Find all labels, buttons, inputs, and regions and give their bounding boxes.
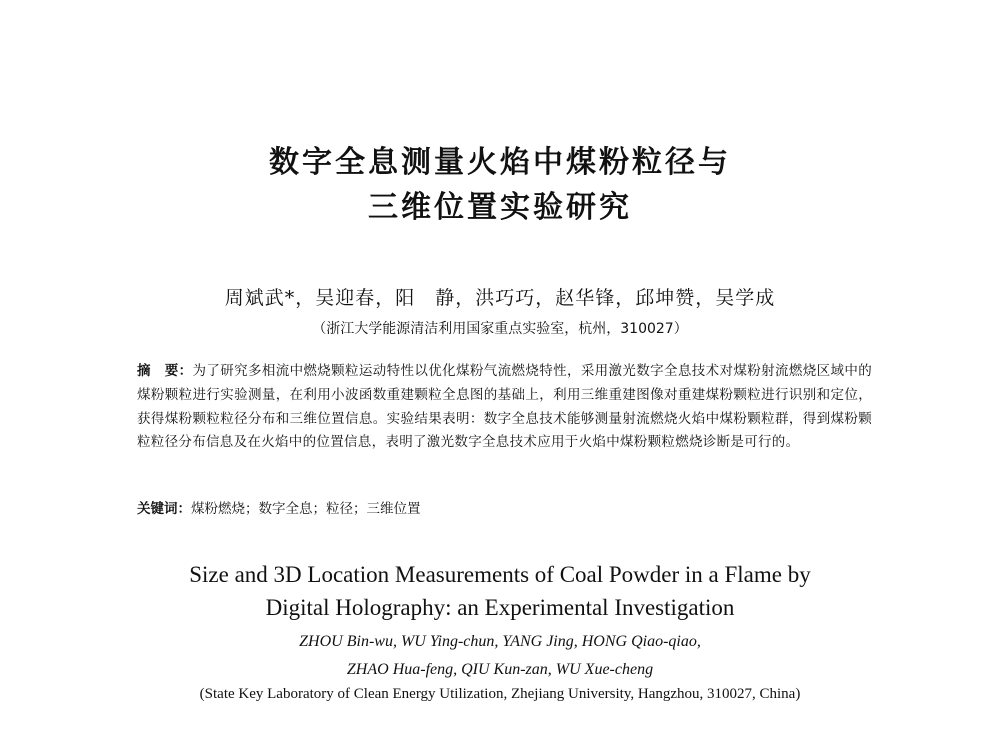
english-authors-line-2: ZHAO Hua-feng, QIU Kun-zan, WU Xue-cheng — [346, 661, 654, 678]
keywords-label: 关键词： — [137, 501, 191, 517]
english-title-line-1: Size and 3D Location Measurements of Coal Powder in a Flame by — [189, 562, 811, 587]
chinese-affiliation: （浙江大学能源清洁利用国家重点实验室，杭州，310027） — [312, 321, 688, 337]
english-title-line-2: Digital Holography: an Experimental Investigation — [265, 595, 735, 620]
english-affiliation: (State Key Laboratory of Clean Energy Utilization, Zhejiang University, Hangzhou, 310027, China) — [199, 686, 801, 702]
chinese-title-line-1: 数字全息测量火焰中煤粉粒径与 — [269, 145, 731, 180]
chinese-abstract — [137, 360, 872, 455]
abstract-label: 摘 要： — [137, 363, 193, 379]
keywords-text: 煤粉燃烧；数字全息；粒径；三维位置 — [191, 501, 421, 517]
chinese-authors: 周斌武*，吴迎春，阳 静，洪巧巧，赵华锋，邱坤赞，吴学成 — [224, 287, 776, 309]
cut-off-text-fragment — [190, 738, 920, 752]
chinese-title — [0, 140, 1000, 230]
english-authors — [0, 628, 1000, 684]
chinese-title-line-2: 三维位置实验研究 — [368, 190, 632, 225]
english-authors-line-1: ZHOU Bin-wu, WU Ying-chun, YANG Jing, HONG Qiao-qiao, — [299, 633, 701, 650]
chinese-keywords — [137, 497, 872, 521]
english-title — [0, 558, 1000, 624]
abstract-text: 为了研究多相流中燃烧颗粒运动特性以优化煤粉气流燃烧特性，采用激光数字全息技术对煤粉射流燃烧区域中的煤粉颗粒进行实验测量，在利用小波函数重建颗粒全息图的基础上，利用三维重建图像对重建煤粉颗粒进行识别和定位，获得煤粉颗粒粒径分布和三维位置信息。实验结果表明：数字全息技术能够测量射流燃烧火焰中煤粉颗粒群，得到煤粉颗粒粒径分布信息及在火焰中的位置信息，表明了激光数字全息技术应用于火焰中煤粉颗粒燃烧诊断是可行的。 — [137, 363, 872, 451]
